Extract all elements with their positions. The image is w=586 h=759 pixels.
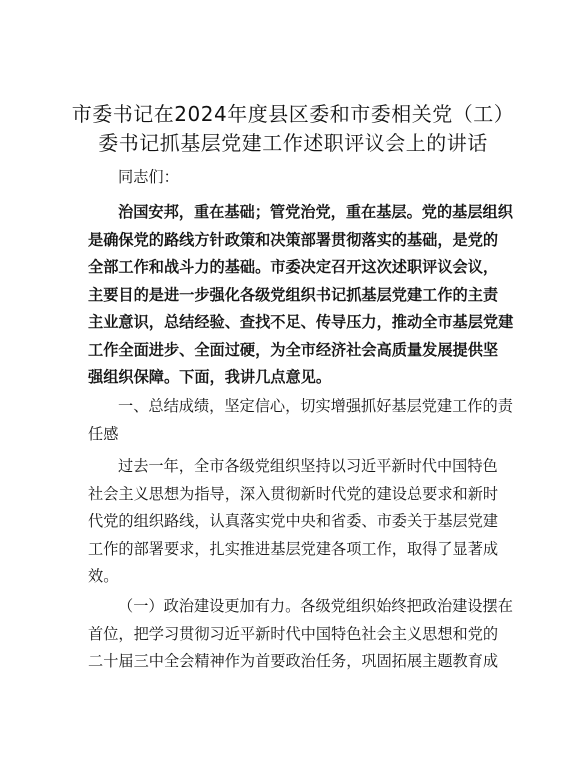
paragraph-line: 二十届三中全会精神作为首要政治任务，巩固拓展主题教育成	[88, 652, 499, 670]
paragraph-line: 首位，把学习贯彻习近平新时代中国特色社会主义思想和党的	[88, 624, 499, 643]
paragraph-line: 代党的组织路线，认真落实党中央和省委、市委关于基层党建	[88, 512, 499, 530]
paragraph-review	[88, 453, 500, 591]
paragraph-line: （一）政治建设更加有力。各级党组织始终把政治建设摆在	[118, 597, 513, 615]
title-line: 市委书记在2024年度县区委和市委相关党（工）	[71, 102, 515, 126]
section-heading-1	[88, 393, 513, 448]
paragraph-line: 社会主义思想为指导，深入贯彻新时代党的建设总要求和新时	[88, 484, 499, 503]
document-title	[70, 100, 516, 158]
paragraph-line: 治国安邦，重在基础；管党治党，重在基层。党的基层组织	[118, 203, 513, 221]
paragraph-line: 全部工作和战斗力的基础。市委决定召开这次述职评议会议，	[88, 258, 499, 276]
paragraph-line: 工作的部署要求，扎实推进基层党建各项工作，取得了显著成	[88, 539, 499, 558]
title-line: 委书记抓基层党建工作述职评议会上的讲话	[98, 131, 488, 155]
paragraph-intro	[88, 199, 514, 392]
heading-line: 一、总结成绩，坚定信心，切实增强抓好基层党建工作的责	[118, 397, 513, 415]
heading-line: 任感	[88, 424, 119, 443]
paragraph-line: 是确保党的路线方针政策和决策部署贯彻落实的基础，是党的	[88, 230, 499, 249]
paragraph-line: 强组织保障。下面，我讲几点意见。	[88, 368, 331, 386]
paragraph-line: 主业意识，总结经验、查找不足、传导压力，推动全市基层党建	[88, 313, 514, 331]
paragraph-political	[88, 593, 513, 676]
greeting-text: 同志们：	[118, 168, 179, 186]
paragraph-line: 过去一年，全市各级党组织坚持以习近平新时代中国特色	[118, 457, 498, 475]
paragraph-line: 工作全面进步、全面过硬，为全市经济社会高质量发展提供坚	[88, 340, 499, 359]
greeting	[88, 164, 500, 192]
paragraph-line: 效。	[88, 567, 119, 585]
paragraph-line: 主要目的是进一步强化各级党组织书记抓基层党建工作的主责	[88, 285, 499, 304]
